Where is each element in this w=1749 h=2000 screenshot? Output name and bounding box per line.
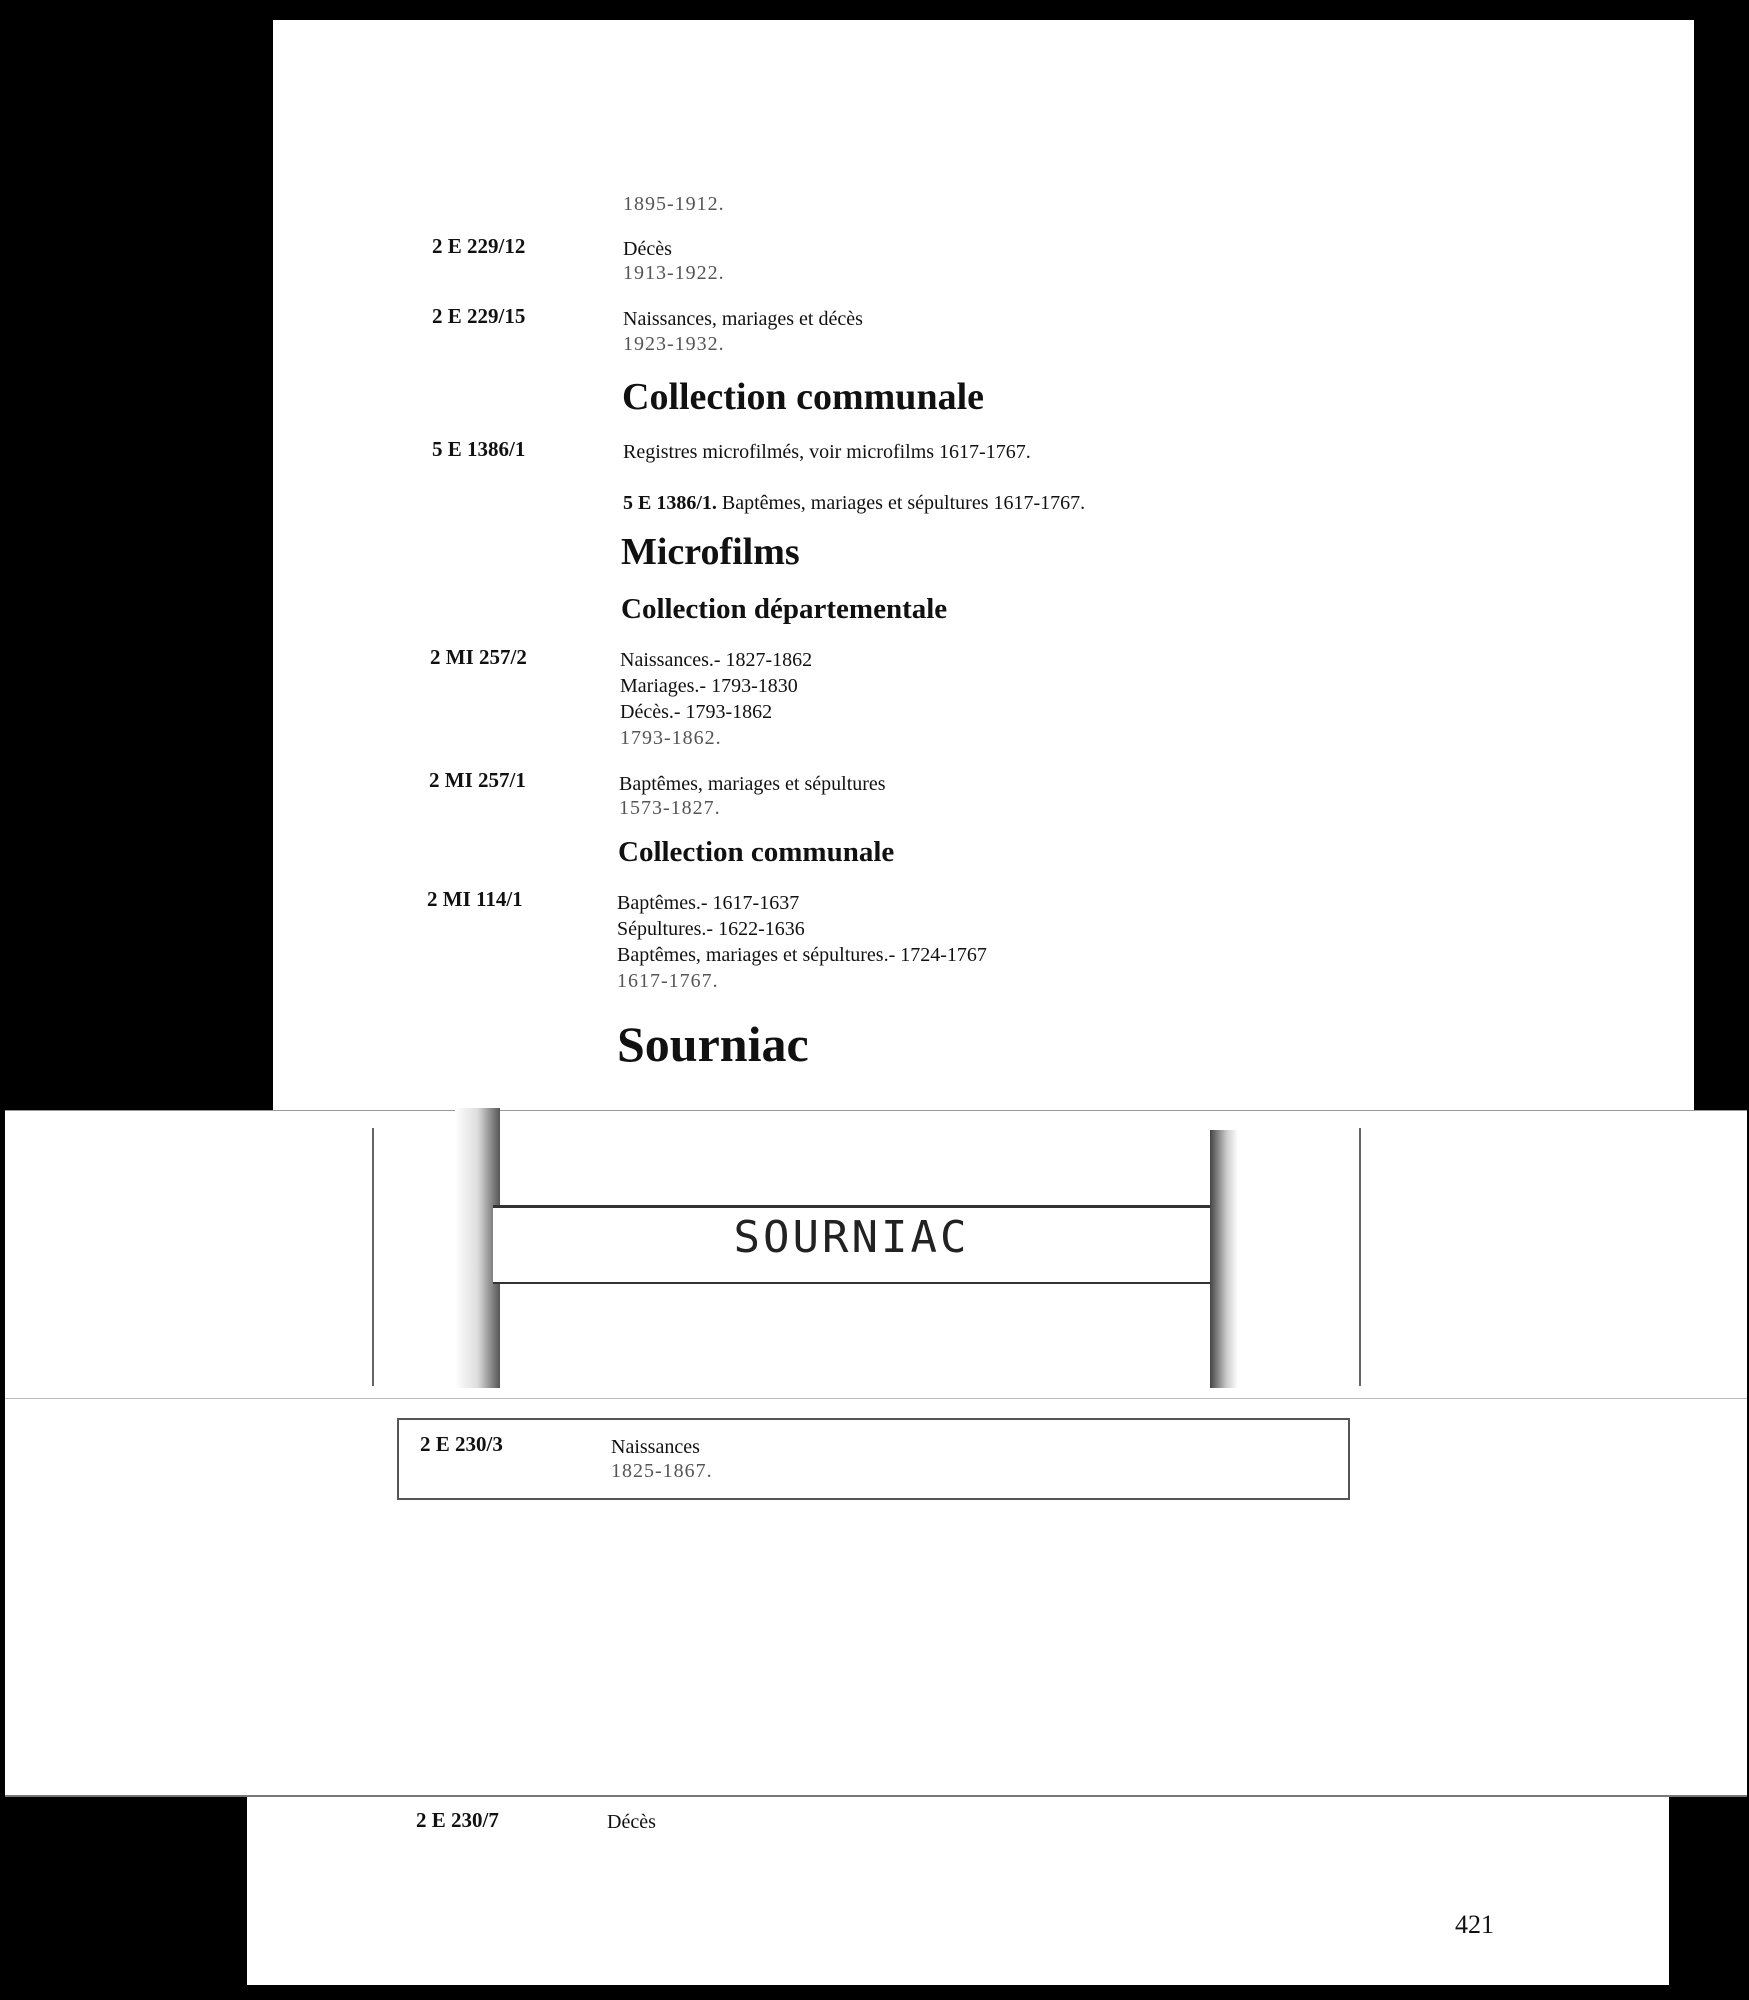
cote-2e230-7: 2 E 230/7 bbox=[416, 1808, 499, 1832]
heading-collection-communale: Collection communale bbox=[622, 376, 985, 418]
cote-2mi114-1: 2 MI 114/1 bbox=[427, 887, 523, 911]
entry-title: Naissances, mariages et décès bbox=[623, 308, 863, 330]
note-5e1386 bbox=[623, 490, 1085, 516]
heading-commune: Sourniac bbox=[617, 1016, 809, 1072]
entry-years: 1793-1862. bbox=[620, 727, 722, 749]
entry-text: Registres microfilmés, voir microfilms 1617-1767. bbox=[623, 441, 1031, 463]
cote-2mi257-2: 2 MI 257/2 bbox=[430, 645, 527, 669]
entry-line: Baptêmes.- 1617-1637 bbox=[617, 892, 800, 914]
heading-collection-departementale: Collection départementale bbox=[621, 593, 948, 625]
entry-line: Baptêmes, mariages et sépultures.- 1724-1767 bbox=[617, 944, 987, 966]
entry-line: Naissances.- 1827-1862 bbox=[620, 649, 813, 671]
entry-line: Décès.- 1793-1862 bbox=[620, 701, 773, 723]
entry-line: Sépultures.- 1622-1636 bbox=[617, 918, 805, 940]
top-years: 1895-1912. bbox=[623, 193, 725, 215]
entry-years: 1913-1922. bbox=[623, 262, 725, 284]
cote-2mi257-1: 2 MI 257/1 bbox=[429, 768, 526, 792]
cote-2e229-12: 2 E 229/12 bbox=[432, 234, 526, 258]
note-text: Baptêmes, mariages et sépultures 1617-1767. bbox=[716, 492, 1086, 514]
index-card bbox=[397, 1418, 1350, 1500]
fold-line bbox=[5, 1398, 1747, 1399]
cote-2e230-3: 2 E 230/3 bbox=[420, 1432, 503, 1456]
handwritten-label: SOURNIAC bbox=[733, 1212, 970, 1263]
note-cote: 5 E 1386/1. bbox=[623, 492, 717, 514]
entry-title: Décès bbox=[623, 238, 672, 260]
entry-years: 1573-1827. bbox=[619, 797, 721, 819]
heading-collection-communale-2: Collection communale bbox=[618, 836, 895, 868]
entry-line: Mariages.- 1793-1830 bbox=[620, 675, 798, 697]
entry-title: Baptêmes, mariages et sépultures bbox=[619, 773, 886, 795]
entry-years: 1617-1767. bbox=[617, 970, 719, 992]
heading-microfilms: Microfilms bbox=[621, 531, 800, 573]
entry-years: 1923-1932. bbox=[623, 333, 725, 355]
cote-5e1386-1: 5 E 1386/1 bbox=[432, 437, 526, 461]
page-number: 421 bbox=[1455, 1910, 1494, 1939]
entry-years: 1825-1867. bbox=[611, 1460, 713, 1482]
cote-2e229-15: 2 E 229/15 bbox=[432, 304, 526, 328]
document-page-top bbox=[273, 20, 1694, 1140]
entry-title: Naissances bbox=[611, 1436, 700, 1458]
entry-title: Décès bbox=[607, 1811, 656, 1833]
film-roll-right bbox=[1210, 1130, 1238, 1388]
